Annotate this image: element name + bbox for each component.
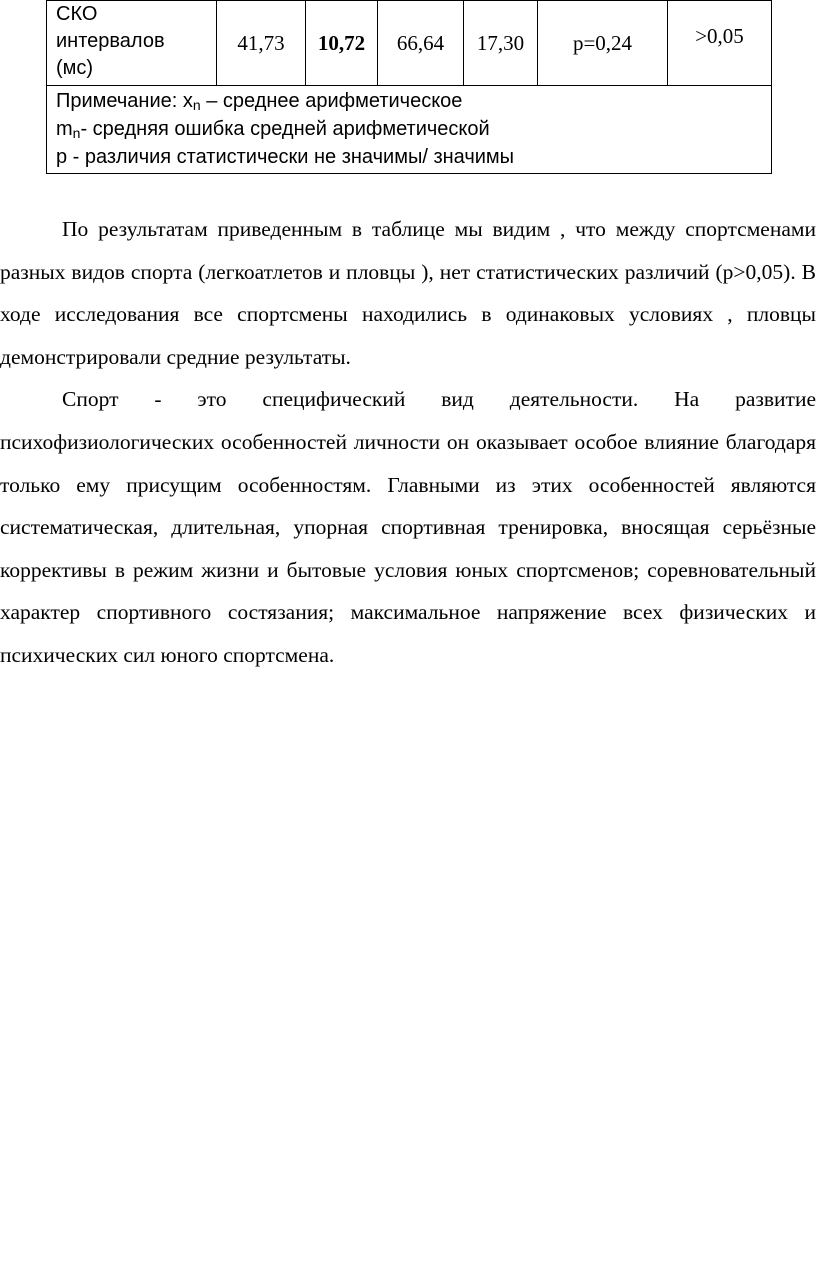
row-label-line: (мс) bbox=[56, 57, 94, 79]
p-value-cell: p=0,24 bbox=[538, 1, 668, 86]
table-row bbox=[47, 1, 772, 86]
note-text: - средняя ошибка средней арифметической bbox=[80, 118, 490, 140]
significance-cell: >0,05 bbox=[668, 1, 772, 86]
table-cell: 41,73 bbox=[217, 1, 306, 86]
table-note bbox=[47, 86, 772, 174]
statistics-table bbox=[46, 0, 772, 174]
table-cell-highlighted: 10,72 bbox=[306, 1, 378, 86]
note-text: – среднее арифметическое bbox=[200, 90, 463, 112]
note-text: m bbox=[56, 118, 73, 140]
note-line: p - различия статистически не значимы/ значимы bbox=[56, 146, 515, 168]
table-note-row bbox=[47, 86, 772, 174]
note-subscript: n bbox=[72, 125, 81, 141]
note-line bbox=[56, 115, 771, 143]
row-label-line: интервалов bbox=[56, 30, 165, 52]
paragraph: Спорт - это специфический вид деятельности. На развитие психофизиологических особенностей личности он оказывает особое влияние благодаря только ему присущим особенностям. Главными из этих особенностей являются систематическая, длительная, упорная спортивная тренировка, вносящая серьёзные коррективы в режим жизни и бытовые условия юных спортсменов; соревновательный характер спортивного состязания; максимальное напряжение всех физических и психических сил юного спортсмена. bbox=[0, 387, 816, 667]
note-subscript: n bbox=[192, 97, 201, 113]
row-label-line: СКО bbox=[56, 3, 98, 25]
table-cell: 66,64 bbox=[378, 1, 464, 86]
table-cell: 17,30 bbox=[464, 1, 538, 86]
document-body bbox=[0, 208, 816, 677]
note-line bbox=[56, 87, 771, 115]
note-text: Примечание: x bbox=[56, 90, 193, 112]
row-label-cell bbox=[47, 1, 217, 86]
paragraph: По результатам приведенным в таблице мы видим , что между спортсменами разных видов спорта (легкоатлетов и пловцы ), нет статистических различий (p>0,05). В ходе исследования все спортсмены находились в одинаковых условиях , пловцы демонстрировали средние результаты. bbox=[0, 217, 816, 369]
